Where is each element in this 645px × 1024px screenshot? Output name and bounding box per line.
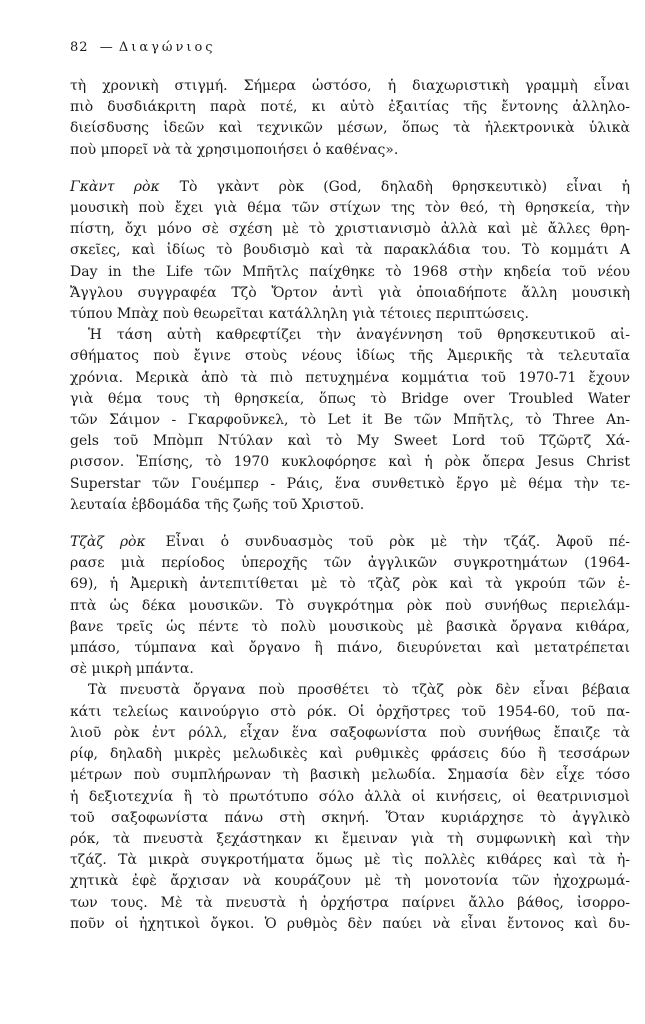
text-line: πιὸ δυσδιάκριτη παρὰ ποτέ, κι αὐτὸ ἐξαιτίας τῆς ἔντονης ἀλληλο- [70, 99, 630, 116]
entry-first-line [70, 532, 630, 553]
text-line: πτὰ ὡς δέκα μουσικῶν. Τὸ συγκρότημα ρὸκ ποὺ συνήθως περιελάμ- [70, 597, 630, 614]
text-line: Ἄγγλου συγγραφέα Τζὸ Ὄρτον ἀντὶ γιὰ ὁποιαδήποτε ἄλλη μουσικὴ [70, 284, 630, 301]
text-line: ρασε μιὰ περίοδος ὑπεροχῆς τῶν ἀγγλικῶν συγκροτημάτων (1964- [70, 555, 630, 572]
text-line: λευταία ἑβδομάδα τῆς ζωῆς τοῦ Χριστοῦ. [70, 496, 365, 513]
text-line: ρόκ, τὰ πνευστὰ ξεχάστηκαν κι ἔμειναν γιὰ τὴ συμφωνικὴ καὶ τὴν [70, 830, 630, 847]
intro-paragraph [70, 76, 630, 161]
gospel-rock-section [70, 177, 630, 516]
text-line: λιοῦ ρὸκ ἐντ ρόλλ, εἶχαν ἕνα σαξοφωνίστα ποὺ συνήθως ἔπαιζε τὰ [70, 724, 630, 741]
text-line: γιὰ θέμα τους τὴ θρησκεία, ὅπως τὸ Bridge over Troubled Water [70, 390, 630, 407]
text-line: 69), ἡ Ἀμερικὴ ἀντεπιτίθεται μὲ τὸ τζὰζ ρὸκ καὶ τὰ γκρούπ τῶν ἑ- [70, 576, 630, 593]
text-line: σὲ μικρὴ μπάντα. [70, 661, 194, 678]
text-line: τύπου Μπὰχ ποὺ θεωρεῖται κατάλληλη γιὰ τέτοιες περιπτώσεις. [70, 306, 529, 323]
text-line: ρισσον. Ἐπίσης, τὸ 1970 κυκλοφόρησε καὶ ἡ ρὸκ ὄπερα Jesus Christ [70, 454, 630, 471]
text-line: τοῦ σαξοφωνίστα πάνω στὴ σκηνή. Ὅταν κυριάρχησε τὸ ἀγγλικὸ [70, 809, 630, 826]
text-line: Day in the Life τῶν Μπῆτλς παίχθηκε τὸ 1968 στὴν κηδεία τοῦ νέου [70, 263, 630, 280]
text-line: ποῦν οἱ ἠχητικοὶ ὄγκοι. Ὁ ρυθμὸς δὲν παύει νὰ εἶναι ἔντονος καὶ δυ- [70, 915, 630, 932]
text-line: σκεῖες, καὶ ἰδίως τὸ βουδισμὸ καὶ τὰ παρακλάδια του. Τὸ κομμάτι A [70, 242, 630, 259]
text-line: ἡ δεξιοτεχνία ἢ τὸ πρωτότυπο σόλο ἀλλὰ οἱ κινήσεις, οἱ θεατρινισμοὶ [70, 788, 630, 805]
text-line: τῶν Σάιμον - Γκαρφοῦνκελ, τὸ Let it Be τῶν Μπῆτλς, τὸ Three An- [70, 412, 630, 429]
text-line: Τὰ πνευστὰ ὄργανα ποὺ προσθέτει τὸ τζὰζ ρὸκ δὲν εἶναι βέβαια [88, 682, 630, 699]
text-line: μέτρων ποὺ συμπλήρωναν τὴ βασικὴ μελωδία. Σημασία δὲν εἶχε τόσο [70, 767, 630, 784]
text-line: ρίφ, δηλαδὴ μικρὲς μελωδικὲς καὶ ρυθμικὲς φράσεις δύο ἢ τεσσάρων [70, 746, 630, 763]
entry-term: Τζὰζ ρὸκ [70, 534, 146, 551]
text-line: κάτι τελείως καινούργιο στὸ ρόκ. Οἱ ὀρχῆστρες τοῦ 1954-60, τοῦ πα- [70, 703, 630, 720]
entry-first-line-text: Εἶναι ὁ συνδυασμὸς τοῦ ρὸκ μὲ τὴν τζάζ. Ἀφοῦ πέ- [165, 534, 630, 551]
text-line: σθήματος ποὺ ἔγινε στοὺς νέους ἰδίως τῆς Ἀμερικῆς τὰ τελευταῖα [70, 348, 630, 365]
text-line: βανε τρεῖς ὡς πέντε τὸ πολὺ μουσικοὺς μὲ βασικὰ ὄργανα κιθάρα, [70, 618, 630, 635]
book-page [70, 40, 630, 935]
text-line: πίστη, ὄχι μόνο σὲ σχέση μὲ τὸ χριστιανισμὸ ἀλλὰ καὶ μὲ ἄλλες θρη- [70, 221, 630, 238]
text-line: gels τοῦ Μπὸμπ Ντύλαν καὶ τὸ My Sweet Lord τοῦ Τζῶρτζ Χά- [70, 433, 630, 450]
running-title: Διαγώνιος [118, 40, 216, 55]
running-head [70, 40, 630, 58]
text-line: διείσδυσης ἰδεῶν καὶ τεχνικῶν μέσων, ὅπως τὰ ἠλεκτρονικὰ ὑλικὰ [70, 120, 630, 137]
text-line: των τους. Μὲ τὰ πνευστὰ ἡ ὀρχήστρα παίρνει ἄλλο βάθος, ἰσορρο- [70, 894, 630, 911]
text-line: Ἡ τάση αὐτὴ καθρεφτίζει τὴν ἀναγέννηση τοῦ θρησκευτικοῦ αἰ- [88, 327, 630, 344]
text-line: τζάζ. Τὰ μικρὰ συγκροτήματα ὅμως μὲ τὶς πολλὲς κιθάρες καὶ τὰ ἠ- [70, 852, 630, 869]
text-line: τὴ χρονικὴ στιγμή. Σήμερα ὡστόσο, ἡ διαχωριστικὴ γραμμὴ εἶναι [70, 78, 630, 94]
header-dash: — [99, 40, 114, 55]
entry-first-line [70, 177, 630, 198]
text-line: μουσικὴ ποὺ ἔχει γιὰ θέμα τῶν στίχων της τὸν θεό, τὴ θρησκεία, τὴν [70, 200, 630, 217]
text-line: ποὺ μπορεῖ νὰ τὰ χρησιμοποιήσει ὁ καθένας». [70, 141, 399, 158]
text-line: χρόνια. Μερικὰ ἀπὸ τὰ πιὸ πετυχημένα κομμάτια τοῦ 1970-71 ἔχουν [70, 369, 630, 386]
entry-term: Γκὰντ ρὸκ [70, 178, 160, 195]
text-line: μπάσο, τύμπανα καὶ ὄργανο ἢ πιάνο, διευρύνεται καὶ μετατρέπεται [70, 640, 630, 657]
text-line: Superstar τῶν Γουέμπερ - Ράις, ἕνα συνθετικὸ ἔργο μὲ θέμα τὴν τε- [70, 475, 630, 492]
entry-first-line-text: Τὸ γκὰντ ρὸκ (God, δηλαδὴ θρησκευτικὸ) εἶναι ἡ [179, 178, 630, 195]
jazz-rock-section [70, 532, 630, 935]
page-number: 82 [70, 40, 89, 55]
text-line: χητικὰ ἐφὲ ἄρχισαν νὰ κουράζουν μὲ τὴ μονοτονία τῶν ἠχοχρωμά- [70, 873, 630, 890]
